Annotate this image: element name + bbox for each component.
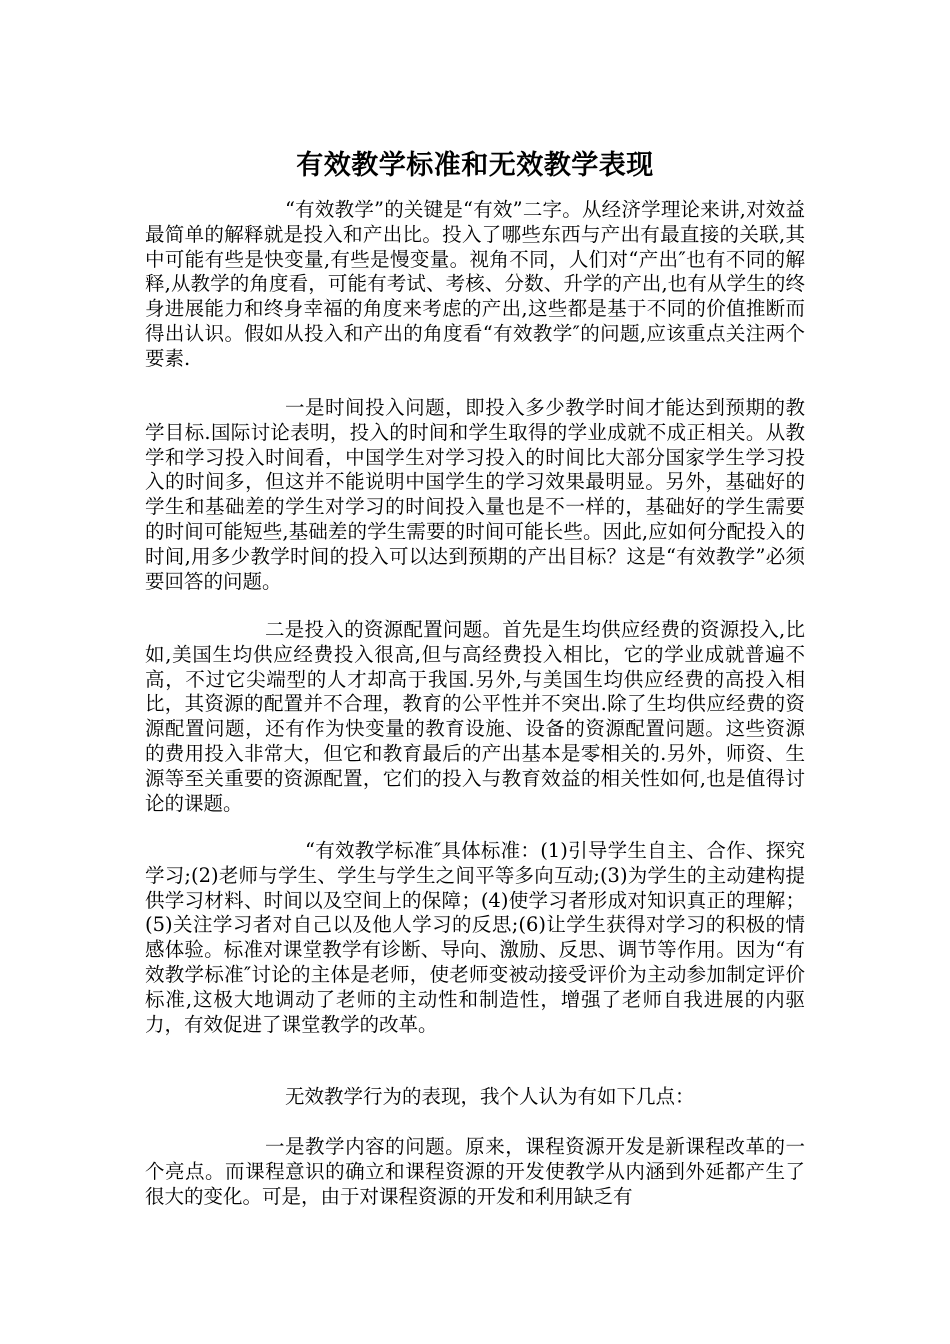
paragraph-effective-teaching-standards: “有效教学标准″具体标准：(1)引导学生自主、合作、探究学习;(2)老师与学生、学生与学生之间平等多向互动;(3)为学生的主动建构提供学习材料、时间以及空间上的保障；(4)使学习者形成对知识真正的理解；(5)关注学习者对自己以及他人学习的反思;(6)让学生获得对学习的积极的情感体验。标准对课堂教学有诊断、导向、激励、反思、调节等作用。因为“有效教学标准″讨论的主体是老师，使老师变被动接受评价为主动参加制定评价标准,这极大地调动了老师的主动性和制造性，增强了老师自我进展的内驱力，有效促进了课堂教学的改革。	[145, 839, 805, 1036]
paragraph-effective-teaching-key: “有效教学”的关键是“有效”二字。从经济学理论来讲,对效益最简单的解释就是投入和产出比。投入了哪些东西与产出有最直接的关联,其中可能有些是快变量,有些是慢变量。视角不同，人们对“产出″也有不同的解释,从教学的角度看，可能有考试、考核、分数、升学的产出,也有从学生的终身进展能力和终身幸福的角度来考虑的产出,这些都是基于不同的价值推断而得出认识。假如从投入和产出的角度看“有效教学″的问题,应该重点关注两个要素.	[145, 198, 805, 370]
paragraph-ineffective-teaching-intro: 无效教学行为的表现，我个人认为有如下几点：	[285, 1085, 695, 1108]
paragraph-teaching-content-issue: 一是教学内容的问题。原来，课程资源开发是新课程改革的一个亮点。而课程意识的确立和课程资源的开发使教学从内涵到外延都产生了很大的变化。可是，由于对课程资源的开发和利用缺乏有	[145, 1135, 805, 1208]
paragraph-time-investment: 一是时间投入问题，即投入多少教学时间才能达到预期的教学目标.国际讨论表明，投入的时间和学生取得的学业成就不成正相关。从教学和学习投入时间看，中国学生对学习投入的时间比大部分国家学生学习投入的时间多，但这并不能说明中国学生的学习效果最明显。另外，基础好的学生和基础差的学生对学习的时间投入量也是不一样的，基础好的学生需要的时间可能短些,基础差的学生需要的时间可能长些。因此,应如何分配投入的时间,用多少教学时间的投入可以达到预期的产出目标？这是“有效教学”必须要回答的问题。	[145, 396, 805, 593]
document-title: 有效教学标准和无效教学表现	[296, 150, 654, 182]
paragraph-resource-allocation: 二是投入的资源配置问题。首先是生均供应经费的资源投入,比如,美国生均供应经费投入很高,但与高经费投入相比，它的学业成就普遍不高，不过它尖端型的人才却高于我国.另外,与美国生均供应经费的高投入相比，其资源的配置并不合理，教育的公平性并不突出.除了生均供应经费的资源配置问题，还有作为快变量的教育设施、设备的资源配置问题。这些资源的费用投入非常大，但它和教育最后的产出基本是零相关的.另外，师资、生源等至关重要的资源配置，它们的投入与教育效益的相关性如何,也是值得讨论的课题。	[145, 618, 805, 815]
